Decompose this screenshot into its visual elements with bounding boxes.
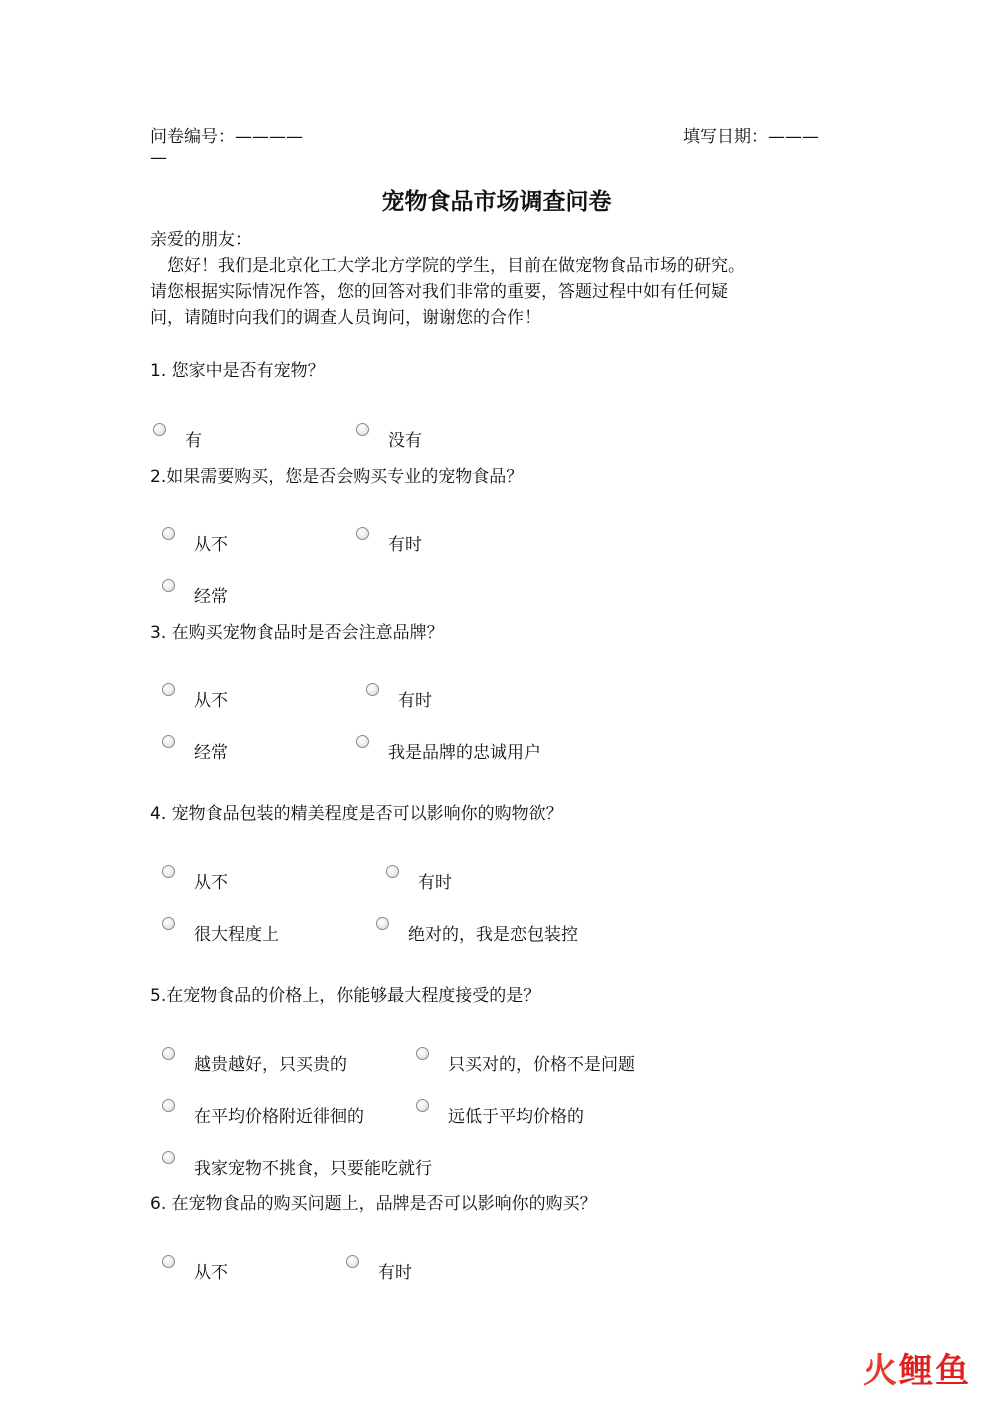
intro-line-1: 您好！我们是北京化工大学北方学院的学生，目前在做宠物食品市场的研究。 [150,256,745,276]
survey-number-wrap: — [150,148,167,168]
option-label: 在平均价格附近徘徊的 [194,1107,364,1127]
option-label: 有 [185,431,202,451]
radio-button-icon[interactable] [162,527,175,540]
option-label: 有时 [398,691,432,711]
radio-button-icon[interactable] [162,1151,175,1164]
option-label: 很大程度上 [194,925,279,945]
radio-button-icon[interactable] [346,1255,359,1268]
radio-button-icon[interactable] [366,683,379,696]
option-label: 经常 [194,743,228,763]
watermark-part-1: 火 [863,1351,899,1391]
option-label: 远低于平均价格的 [448,1107,584,1127]
radio-button-icon[interactable] [386,865,399,878]
option-label: 我是品牌的忠诚用户 [388,743,541,763]
question-4-text: 4. 宠物食品包装的精美程度是否可以影响你的购物欲？ [150,804,563,824]
option-label: 有时 [378,1263,412,1283]
radio-button-icon[interactable] [153,423,166,436]
option-label: 从不 [194,691,228,711]
question-1-text: 1. 您家中是否有宠物？ [150,361,325,381]
option-label: 有时 [388,535,422,555]
option-label: 没有 [388,431,422,451]
radio-button-icon[interactable] [162,1099,175,1112]
option-label: 从不 [194,1263,228,1283]
radio-button-icon[interactable] [356,735,369,748]
radio-button-icon[interactable] [416,1099,429,1112]
question-3-text: 3. 在购买宠物食品时是否会注意品牌？ [150,623,444,643]
option-label: 有时 [418,873,452,893]
option-label: 我家宠物不挑食，只要能吃就行 [194,1159,432,1179]
radio-button-icon[interactable] [416,1047,429,1060]
option-label: 从不 [194,873,228,893]
radio-button-icon[interactable] [376,917,389,930]
question-5-text: 5.在宠物食品的价格上，你能够最大程度接受的是？ [150,986,541,1006]
fill-date-label: 填写日期：——— [683,127,819,147]
radio-button-icon[interactable] [162,917,175,930]
radio-button-icon[interactable] [162,735,175,748]
page-title: 宠物食品市场调查问卷 [381,188,612,215]
radio-button-icon[interactable] [162,1255,175,1268]
radio-button-icon[interactable] [162,579,175,592]
question-2-text: 2.如果需要购买，您是否会购买专业的宠物食品？ [150,467,524,487]
option-label: 只买对的，价格不是问题 [448,1055,635,1075]
watermark-part-2: 鲤鱼 [899,1351,971,1391]
intro-line-3: 问，请随时向我们的调查人员询问，谢谢您的合作！ [150,308,541,328]
intro-line-2: 请您根据实际情况作答，您的回答对我们非常的重要，答题过程中如有任何疑 [150,282,728,302]
option-label: 从不 [194,535,228,555]
option-label: 绝对的，我是恋包装控 [408,925,578,945]
survey-number-label: 问卷编号：———— [150,127,303,147]
radio-button-icon[interactable] [162,683,175,696]
radio-button-icon[interactable] [356,423,369,436]
watermark-logo [863,1343,971,1392]
greeting: 亲爱的朋友： [150,230,252,250]
radio-button-icon[interactable] [162,1047,175,1060]
question-6-text: 6. 在宠物食品的购买问题上，品牌是否可以影响你的购买？ [150,1194,597,1214]
radio-button-icon[interactable] [356,527,369,540]
option-label: 越贵越好，只买贵的 [194,1055,347,1075]
option-label: 经常 [194,587,228,607]
radio-button-icon[interactable] [162,865,175,878]
